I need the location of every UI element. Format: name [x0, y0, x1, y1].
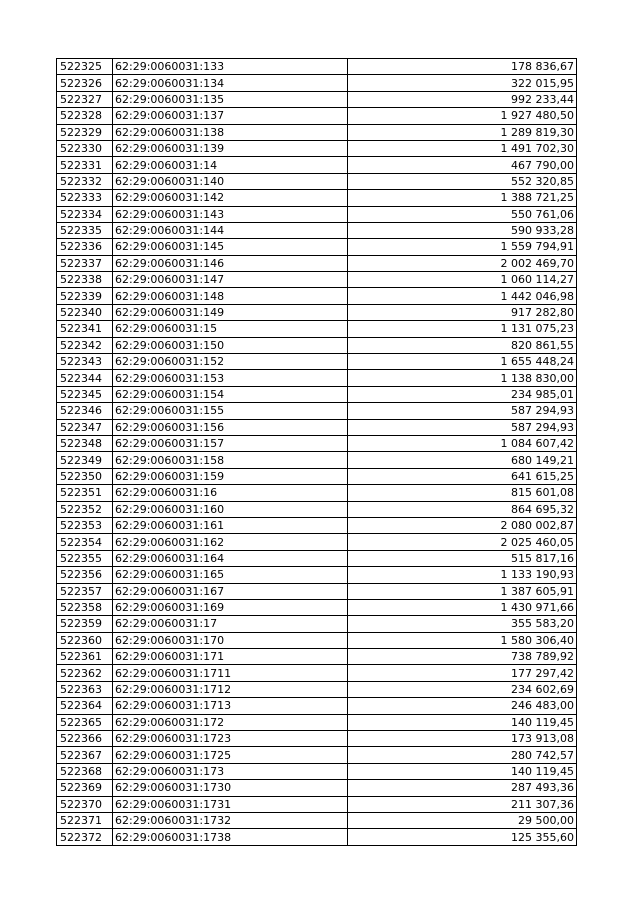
cadastral-value-cell: 550 761,06 — [348, 206, 577, 222]
row-number-cell: 522358 — [57, 599, 113, 615]
table-row — [57, 59, 577, 75]
cadastral-number-cell: 62:29:0060031:152 — [113, 354, 348, 370]
table-row — [57, 206, 577, 222]
table-row — [57, 698, 577, 714]
cadastral-value-cell: 1 138 830,00 — [348, 370, 577, 386]
cadastral-number-cell: 62:29:0060031:147 — [113, 272, 348, 288]
row-number-cell: 522329 — [57, 124, 113, 140]
cadastral-number-cell: 62:29:0060031:171 — [113, 649, 348, 665]
cadastral-value-cell: 2 025 460,05 — [348, 534, 577, 550]
cadastral-value-cell: 738 789,92 — [348, 649, 577, 665]
cadastral-number-cell: 62:29:0060031:169 — [113, 599, 348, 615]
cadastral-number-cell: 62:29:0060031:158 — [113, 452, 348, 468]
cadastral-number-cell: 62:29:0060031:140 — [113, 173, 348, 189]
table-row — [57, 812, 577, 828]
table-row — [57, 567, 577, 583]
table-row — [57, 796, 577, 812]
cadastral-number-cell: 62:29:0060031:1712 — [113, 681, 348, 697]
cadastral-value-cell: 140 119,45 — [348, 714, 577, 730]
row-number-cell: 522340 — [57, 304, 113, 320]
table-row — [57, 599, 577, 615]
table-row — [57, 517, 577, 533]
cadastral-value-cell: 1 559 794,91 — [348, 239, 577, 255]
table-row — [57, 108, 577, 124]
table-row — [57, 419, 577, 435]
cadastral-number-cell: 62:29:0060031:148 — [113, 288, 348, 304]
cadastral-value-cell: 322 015,95 — [348, 75, 577, 91]
row-number-cell: 522331 — [57, 157, 113, 173]
cadastral-value-cell: 173 913,08 — [348, 731, 577, 747]
cadastral-value-cell: 280 742,57 — [348, 747, 577, 763]
cadastral-value-cell: 552 320,85 — [348, 173, 577, 189]
table-row — [57, 534, 577, 550]
row-number-cell: 522325 — [57, 59, 113, 75]
cadastral-number-cell: 62:29:0060031:133 — [113, 59, 348, 75]
cadastral-number-cell: 62:29:0060031:1731 — [113, 796, 348, 812]
table-row — [57, 255, 577, 271]
table-row — [57, 173, 577, 189]
cadastral-number-cell: 62:29:0060031:1738 — [113, 829, 348, 845]
table-row — [57, 321, 577, 337]
cadastral-value-cell: 1 060 114,27 — [348, 272, 577, 288]
table-row — [57, 616, 577, 632]
row-number-cell: 522368 — [57, 763, 113, 779]
table-row — [57, 140, 577, 156]
row-number-cell: 522341 — [57, 321, 113, 337]
row-number-cell: 522334 — [57, 206, 113, 222]
cadastral-number-cell: 62:29:0060031:142 — [113, 190, 348, 206]
table-row — [57, 829, 577, 845]
row-number-cell: 522332 — [57, 173, 113, 189]
cadastral-number-cell: 62:29:0060031:14 — [113, 157, 348, 173]
table-row — [57, 222, 577, 238]
cadastral-value-cell: 467 790,00 — [348, 157, 577, 173]
table-row — [57, 731, 577, 747]
cadastral-value-cell: 178 836,67 — [348, 59, 577, 75]
row-number-cell: 522337 — [57, 255, 113, 271]
cadastral-value-cell: 680 149,21 — [348, 452, 577, 468]
cadastral-value-cell: 1 131 075,23 — [348, 321, 577, 337]
row-number-cell: 522367 — [57, 747, 113, 763]
cadastral-value-cell: 1 655 448,24 — [348, 354, 577, 370]
row-number-cell: 522364 — [57, 698, 113, 714]
table-row — [57, 354, 577, 370]
table-row — [57, 501, 577, 517]
row-number-cell: 522361 — [57, 649, 113, 665]
cadastral-number-cell: 62:29:0060031:16 — [113, 485, 348, 501]
cadastral-value-cell: 515 817,16 — [348, 550, 577, 566]
row-number-cell: 522366 — [57, 731, 113, 747]
cadastral-number-cell: 62:29:0060031:17 — [113, 616, 348, 632]
row-number-cell: 522370 — [57, 796, 113, 812]
table-body — [57, 59, 577, 846]
row-number-cell: 522335 — [57, 222, 113, 238]
row-number-cell: 522348 — [57, 435, 113, 451]
row-number-cell: 522355 — [57, 550, 113, 566]
cadastral-number-cell: 62:29:0060031:146 — [113, 255, 348, 271]
cadastral-value-cell: 1 289 819,30 — [348, 124, 577, 140]
cadastral-number-cell: 62:29:0060031:1711 — [113, 665, 348, 681]
cadastral-value-cell: 1 927 480,50 — [348, 108, 577, 124]
cadastral-number-cell: 62:29:0060031:143 — [113, 206, 348, 222]
row-number-cell: 522363 — [57, 681, 113, 697]
table-row — [57, 370, 577, 386]
table-row — [57, 649, 577, 665]
cadastral-value-cell: 2 080 002,87 — [348, 517, 577, 533]
row-number-cell: 522351 — [57, 485, 113, 501]
cadastral-value-cell: 29 500,00 — [348, 812, 577, 828]
cadastral-value-cell: 587 294,93 — [348, 403, 577, 419]
cadastral-number-cell: 62:29:0060031:172 — [113, 714, 348, 730]
row-number-cell: 522333 — [57, 190, 113, 206]
row-number-cell: 522369 — [57, 780, 113, 796]
row-number-cell: 522326 — [57, 75, 113, 91]
cadastral-value-cell: 125 355,60 — [348, 829, 577, 845]
table-row — [57, 337, 577, 353]
table-row — [57, 763, 577, 779]
cadastral-number-cell: 62:29:0060031:157 — [113, 435, 348, 451]
table-row — [57, 714, 577, 730]
row-number-cell: 522338 — [57, 272, 113, 288]
row-number-cell: 522359 — [57, 616, 113, 632]
row-number-cell: 522327 — [57, 91, 113, 107]
cadastral-number-cell: 62:29:0060031:160 — [113, 501, 348, 517]
cadastral-value-cell: 2 002 469,70 — [348, 255, 577, 271]
cadastral-value-cell: 641 615,25 — [348, 468, 577, 484]
cadastral-number-cell: 62:29:0060031:149 — [113, 304, 348, 320]
row-number-cell: 522343 — [57, 354, 113, 370]
cadastral-number-cell: 62:29:0060031:1713 — [113, 698, 348, 714]
cadastral-number-cell: 62:29:0060031:155 — [113, 403, 348, 419]
cadastral-value-cell: 917 282,80 — [348, 304, 577, 320]
cadastral-value-cell: 815 601,08 — [348, 485, 577, 501]
cadastral-value-cell: 1 133 190,93 — [348, 567, 577, 583]
cadastral-value-cell: 140 119,45 — [348, 763, 577, 779]
row-number-cell: 522354 — [57, 534, 113, 550]
table-row — [57, 550, 577, 566]
cadastral-number-cell: 62:29:0060031:1732 — [113, 812, 348, 828]
cadastral-number-cell: 62:29:0060031:15 — [113, 321, 348, 337]
cadastral-number-cell: 62:29:0060031:159 — [113, 468, 348, 484]
cadastral-number-cell: 62:29:0060031:145 — [113, 239, 348, 255]
cadastral-value-cell: 587 294,93 — [348, 419, 577, 435]
table-row — [57, 272, 577, 288]
table-row — [57, 124, 577, 140]
cadastral-value-cell: 1 430 971,66 — [348, 599, 577, 615]
table-row — [57, 386, 577, 402]
cadastral-number-cell: 62:29:0060031:139 — [113, 140, 348, 156]
cadastral-value-cell: 1 442 046,98 — [348, 288, 577, 304]
cadastral-number-cell: 62:29:0060031:1723 — [113, 731, 348, 747]
row-number-cell: 522372 — [57, 829, 113, 845]
table-row — [57, 485, 577, 501]
cadastral-number-cell: 62:29:0060031:161 — [113, 517, 348, 533]
row-number-cell: 522360 — [57, 632, 113, 648]
table-row — [57, 239, 577, 255]
table-row — [57, 190, 577, 206]
row-number-cell: 522371 — [57, 812, 113, 828]
table-row — [57, 157, 577, 173]
row-number-cell: 522350 — [57, 468, 113, 484]
row-number-cell: 522346 — [57, 403, 113, 419]
cadastral-value-cell: 287 493,36 — [348, 780, 577, 796]
cadastral-number-cell: 62:29:0060031:156 — [113, 419, 348, 435]
row-number-cell: 522328 — [57, 108, 113, 124]
table-row — [57, 403, 577, 419]
table-row — [57, 583, 577, 599]
cadastral-value-cell: 177 297,42 — [348, 665, 577, 681]
row-number-cell: 522362 — [57, 665, 113, 681]
table-row — [57, 452, 577, 468]
cadastral-value-cell: 355 583,20 — [348, 616, 577, 632]
row-number-cell: 522353 — [57, 517, 113, 533]
table-row — [57, 304, 577, 320]
cadastral-value-cell: 234 985,01 — [348, 386, 577, 402]
cadastral-number-cell: 62:29:0060031:167 — [113, 583, 348, 599]
cadastral-number-cell: 62:29:0060031:137 — [113, 108, 348, 124]
table-row — [57, 665, 577, 681]
table-row — [57, 632, 577, 648]
row-number-cell: 522344 — [57, 370, 113, 386]
cadastral-value-cell: 211 307,36 — [348, 796, 577, 812]
row-number-cell: 522330 — [57, 140, 113, 156]
cadastral-value-table — [56, 58, 577, 846]
cadastral-value-cell: 1 491 702,30 — [348, 140, 577, 156]
cadastral-value-cell: 234 602,69 — [348, 681, 577, 697]
cadastral-number-cell: 62:29:0060031:170 — [113, 632, 348, 648]
table-row — [57, 747, 577, 763]
row-number-cell: 522357 — [57, 583, 113, 599]
row-number-cell: 522356 — [57, 567, 113, 583]
cadastral-number-cell: 62:29:0060031:144 — [113, 222, 348, 238]
cadastral-value-cell: 1 388 721,25 — [348, 190, 577, 206]
cadastral-number-cell: 62:29:0060031:162 — [113, 534, 348, 550]
cadastral-number-cell: 62:29:0060031:150 — [113, 337, 348, 353]
row-number-cell: 522339 — [57, 288, 113, 304]
row-number-cell: 522347 — [57, 419, 113, 435]
table-row — [57, 288, 577, 304]
cadastral-number-cell: 62:29:0060031:173 — [113, 763, 348, 779]
cadastral-number-cell: 62:29:0060031:134 — [113, 75, 348, 91]
cadastral-value-cell: 590 933,28 — [348, 222, 577, 238]
cadastral-number-cell: 62:29:0060031:1730 — [113, 780, 348, 796]
cadastral-value-cell: 1 387 605,91 — [348, 583, 577, 599]
cadastral-number-cell: 62:29:0060031:164 — [113, 550, 348, 566]
row-number-cell: 522342 — [57, 337, 113, 353]
row-number-cell: 522345 — [57, 386, 113, 402]
cadastral-value-cell: 820 861,55 — [348, 337, 577, 353]
cadastral-number-cell: 62:29:0060031:165 — [113, 567, 348, 583]
table-row — [57, 468, 577, 484]
row-number-cell: 522365 — [57, 714, 113, 730]
row-number-cell: 522349 — [57, 452, 113, 468]
cadastral-value-cell: 246 483,00 — [348, 698, 577, 714]
table-row — [57, 75, 577, 91]
cadastral-value-cell: 1 084 607,42 — [348, 435, 577, 451]
cadastral-number-cell: 62:29:0060031:153 — [113, 370, 348, 386]
row-number-cell: 522336 — [57, 239, 113, 255]
row-number-cell: 522352 — [57, 501, 113, 517]
cadastral-number-cell: 62:29:0060031:135 — [113, 91, 348, 107]
cadastral-value-cell: 864 695,32 — [348, 501, 577, 517]
cadastral-number-cell: 62:29:0060031:1725 — [113, 747, 348, 763]
cadastral-number-cell: 62:29:0060031:154 — [113, 386, 348, 402]
cadastral-number-cell: 62:29:0060031:138 — [113, 124, 348, 140]
table-row — [57, 91, 577, 107]
cadastral-value-cell: 992 233,44 — [348, 91, 577, 107]
cadastral-value-cell: 1 580 306,40 — [348, 632, 577, 648]
table-row — [57, 435, 577, 451]
table-row — [57, 681, 577, 697]
table-row — [57, 780, 577, 796]
